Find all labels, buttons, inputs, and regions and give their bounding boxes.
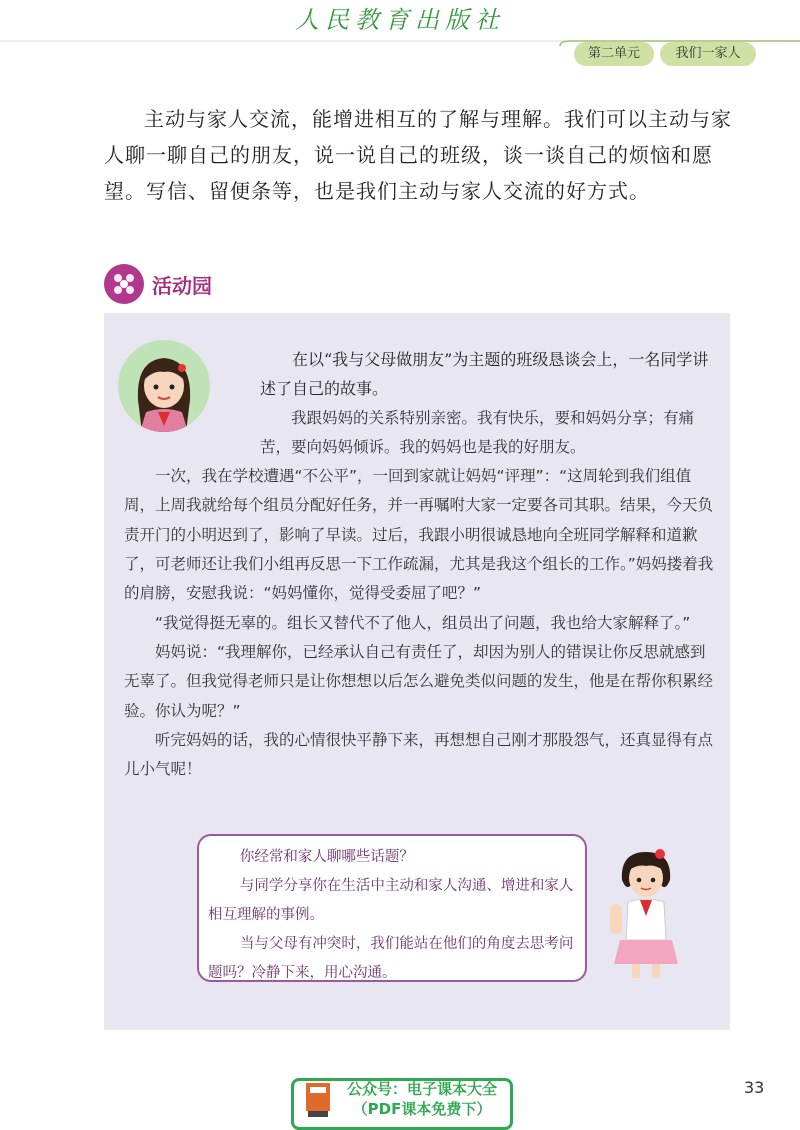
intro-text xyxy=(104,101,736,209)
footer-line-2: （PDF课本免费下） xyxy=(352,1100,492,1118)
flower-icon xyxy=(104,264,144,304)
story-paragraph: 听完妈妈的话，我的心情很快平静下来，再想想自己刚才那股怨气，还真显得有点儿小气呢！ xyxy=(124,730,714,779)
girl-speaker-illustration xyxy=(600,840,690,980)
story-paragraph: 一次，我在学校遭遇“不公平”，一回到家就让妈妈“评理”：“这周轮到我们组值周，上周我就给每个组员分配好任务，并一再嘱咐大家一定要各司其职。结果，今天负责开门的小明迟到了，影响了早读。过后，我跟小明很诚恳地向全班同学解释和道歉了，可老师还让我们小组再反思一下工作疏漏，尤其是我这个组长的工作。”妈妈搂着我的肩膀，安慰我说：“妈妈懂你，觉得受委屈了吧？” xyxy=(124,467,714,603)
book-icon xyxy=(302,1081,334,1119)
page-number: 33 xyxy=(744,1078,765,1097)
bubble-question: 当与父母有冲突时，我们能站在他们的角度去思考问题吗？冷静下来，用心沟通。 xyxy=(208,936,574,981)
bubble-question: 与同学分享你在生活中主动和家人沟通、增进和家人相互理解的事例。 xyxy=(208,878,574,923)
story-text xyxy=(124,345,716,784)
footer-text xyxy=(342,1079,502,1119)
bubble-text xyxy=(208,843,578,988)
story-paragraph: 妈妈说：“我理解你，已经承认自己有责任了，却因为别人的错误让你反思就感到无辜了。但我觉得老师只是让你想想以后怎么避免类似问题的发生，他是在帮你积累经验。你认为呢？” xyxy=(124,642,714,720)
unit-tag: 第二单元 xyxy=(574,42,654,66)
activity-heading xyxy=(104,263,212,305)
publisher-logo: 人民教育出版社 xyxy=(295,6,505,34)
activity-title: 活动园 xyxy=(152,273,212,298)
story-paragraph: “我觉得挺无辜的。组长又替代不了他人，组员出了问题，我也给大家解释了。” xyxy=(155,613,691,632)
story-paragraph: 我跟妈妈的关系特别亲密。我有快乐，要和妈妈分享；有痛苦，要向妈妈倾诉。我的妈妈也是我的好朋友。 xyxy=(260,408,695,456)
footer-line-1: 公众号：电子课本大全 xyxy=(346,1080,497,1098)
story-intro: 在以“我与父母做朋友”为主题的班级恳谈会上，一名同学讲述了自己的故事。 xyxy=(260,350,709,399)
intro-paragraph: 主动与家人交流，能增进相互的了解与理解。我们可以主动与家人聊一聊自己的朋友，说一说自己的班级，谈一谈自己的烦恼和愿望。写信、留便条等，也是我们主动与家人交流的好方式。 xyxy=(104,107,732,203)
lesson-tag: 我们一家人 xyxy=(660,42,756,66)
bubble-question: 你经常和家人聊哪些话题？ xyxy=(239,849,414,865)
